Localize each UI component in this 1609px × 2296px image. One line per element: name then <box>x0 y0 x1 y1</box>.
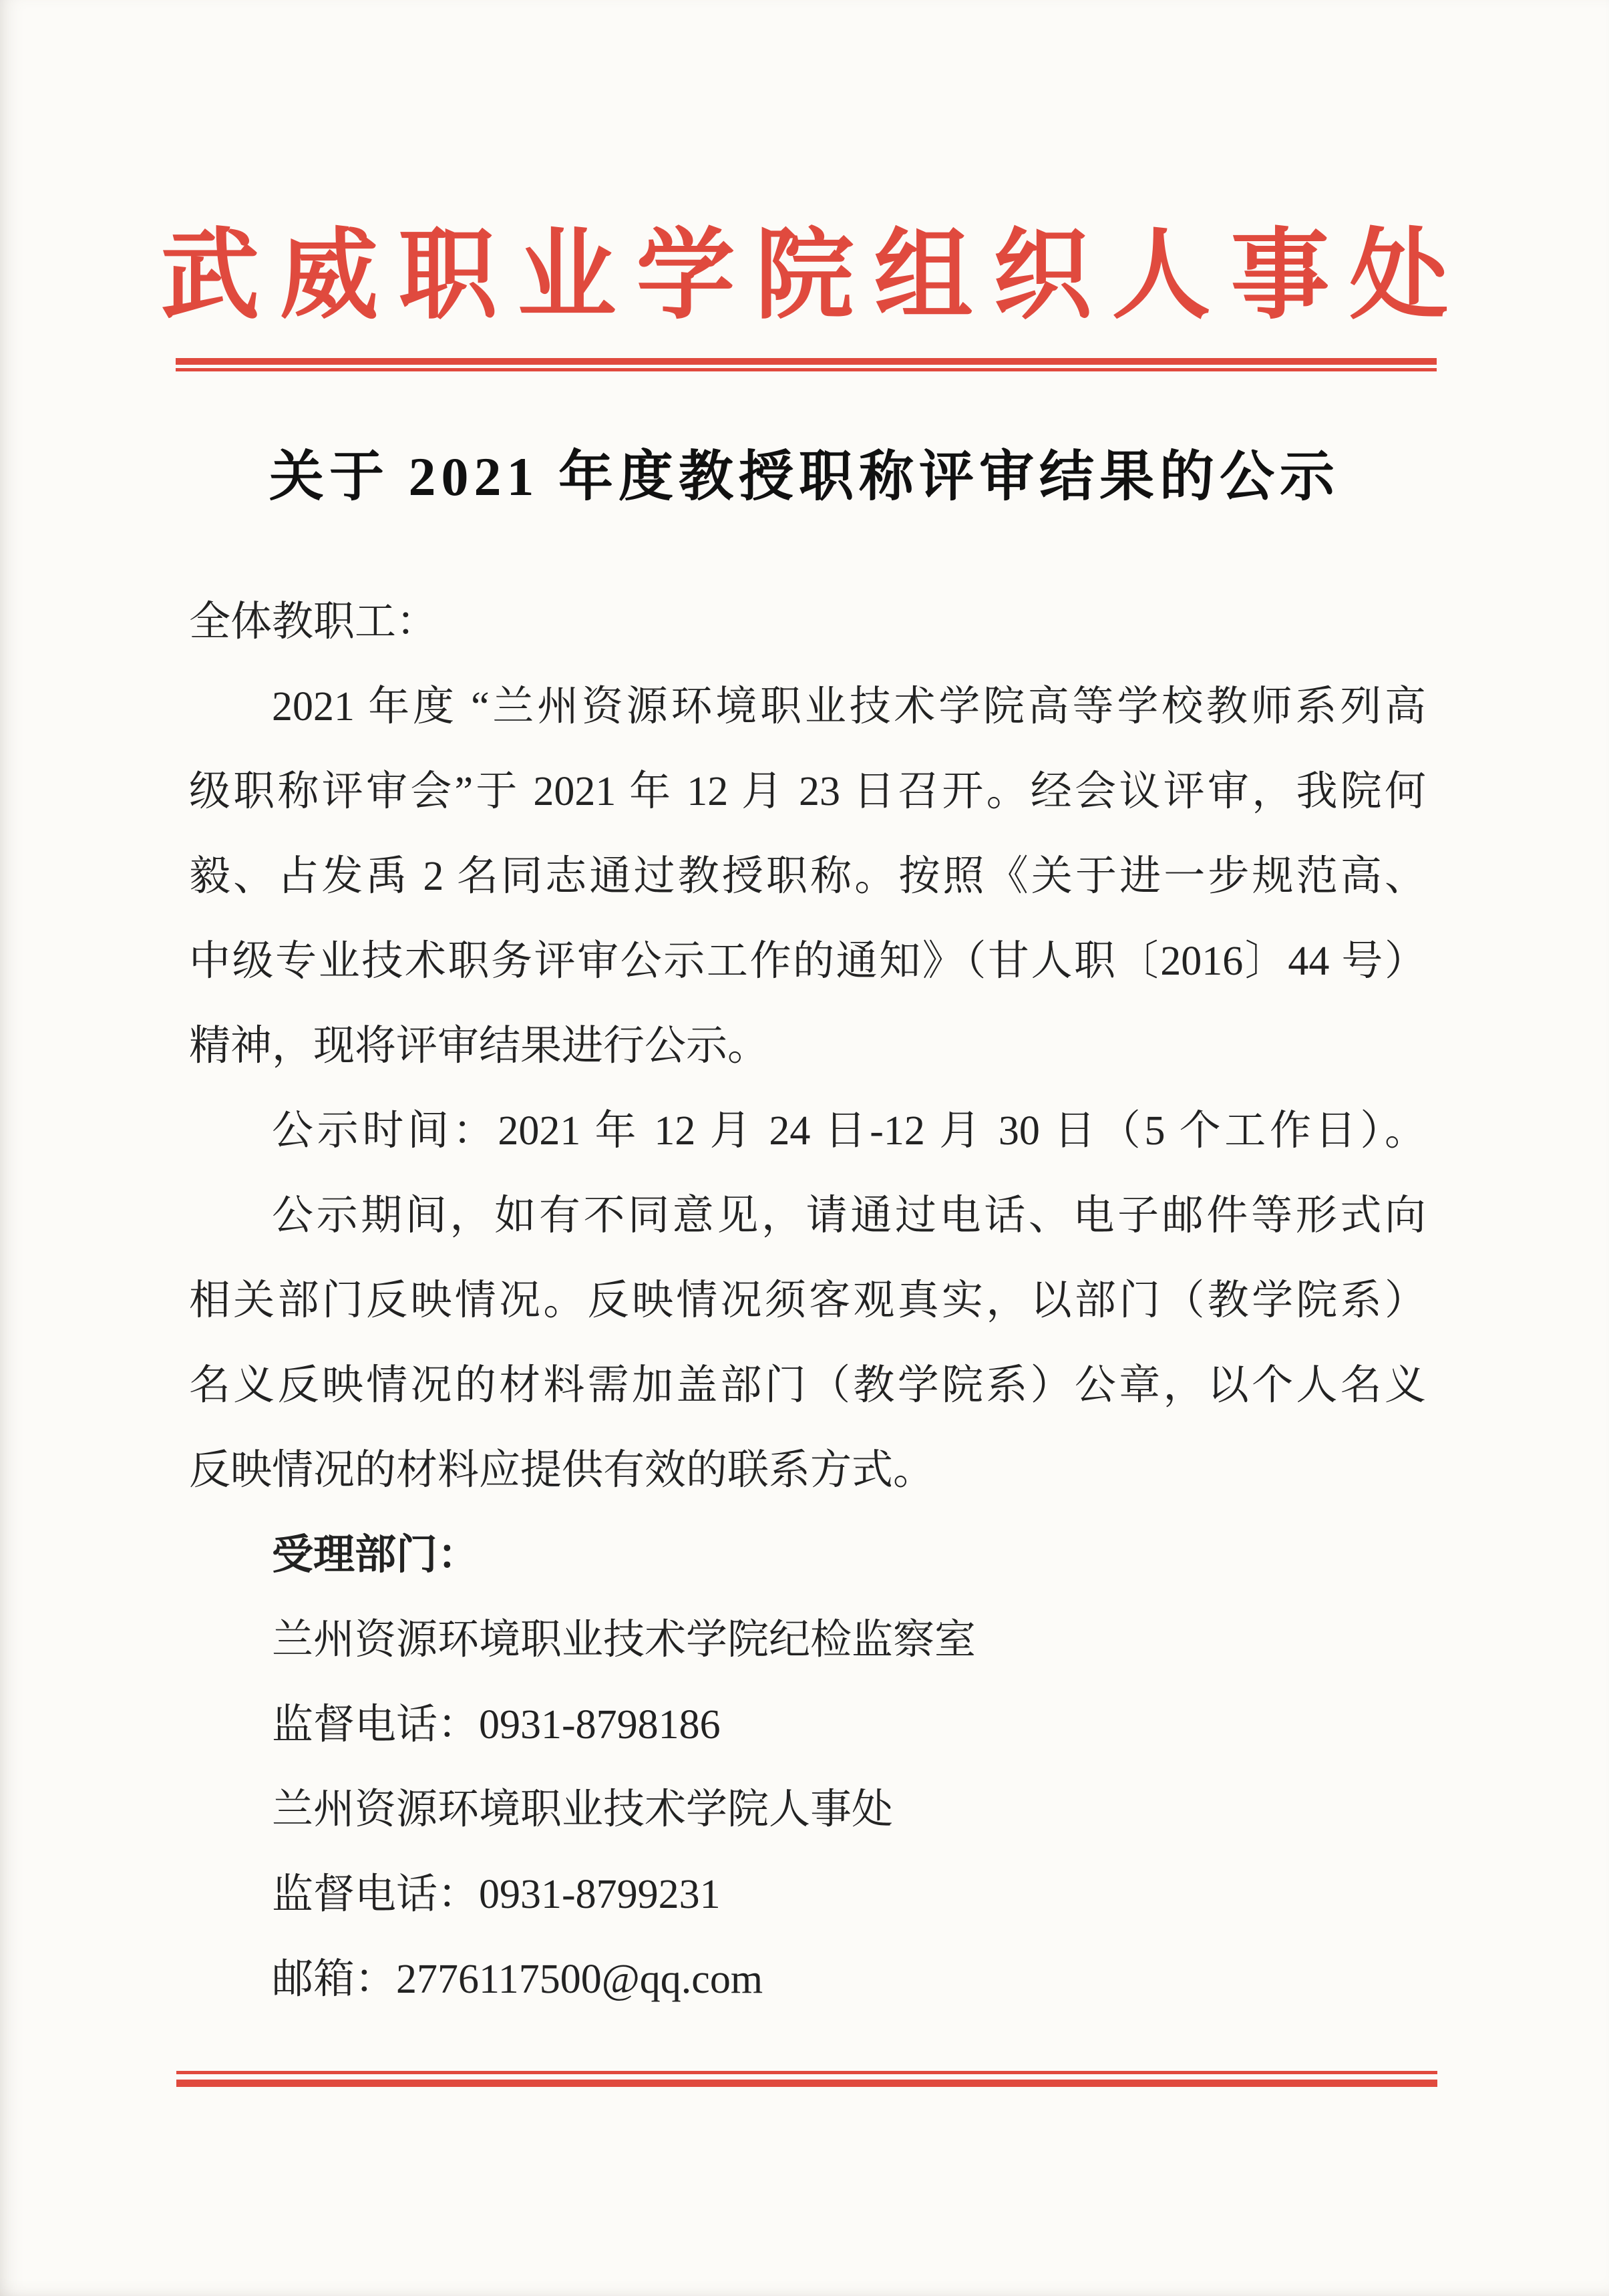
body-line: 2021 年度 “兰州资源环境职业技术学院高等学校教师系列高 <box>272 684 1426 729</box>
letterhead-rule-thick <box>176 358 1437 365</box>
body-line: 相关部门反映情况。反映情况须客观真实，以部门（教学院系） <box>189 1278 1426 1323</box>
body-line: 精神，现将评审结果进行公示。 <box>189 1023 769 1069</box>
letterhead-rule-thin <box>176 368 1437 371</box>
accepting-department-heading: 受理部门： <box>272 1532 480 1578</box>
body-line: 名义反映情况的材料需加盖部门（教学院系）公章，以个人名义 <box>189 1363 1426 1408</box>
footer-rule-thick <box>176 2080 1437 2087</box>
contact-line-phone: 监督电话：0931-8798186 <box>272 1702 721 1748</box>
contact-line-department: 兰州资源环境职业技术学院纪检监察室 <box>272 1617 976 1663</box>
contact-line-department: 兰州资源环境职业技术学院人事处 <box>272 1787 894 1832</box>
letterhead-department-title: 武威职业学院组织人事处 <box>160 222 1469 331</box>
body-line: 公示时间：2021 年 12 月 24 日-12 月 30 日（5 个工作日）。 <box>272 1108 1426 1154</box>
body-line: 反映情况的材料应提供有效的联系方式。 <box>189 1448 935 1493</box>
body-line: 毅、占发禹 2 名同志通过教授职称。按照《关于进一步规范高、 <box>189 854 1426 899</box>
footer-rule-thin <box>176 2071 1437 2074</box>
body-line: 公示期间，如有不同意见，请通过电话、电子邮件等形式向 <box>272 1193 1426 1239</box>
contact-line-email: 邮箱：2776117500@qq.com <box>272 1957 763 2002</box>
body-line: 中级专业技术职务评审公示工作的通知》（甘人职〔2016〕44 号） <box>189 939 1426 984</box>
body-line: 级职称评审会”于 2021 年 12 月 23 日召开。经会议评审，我院何 <box>189 769 1426 814</box>
contact-line-phone: 监督电话：0931-8799231 <box>272 1872 721 1917</box>
notice-body <box>189 580 1426 2022</box>
salutation-line: 全体教职工： <box>189 599 438 645</box>
notice-title: 关于 2021 年度教授职称评审结果的公示 <box>269 446 1340 507</box>
